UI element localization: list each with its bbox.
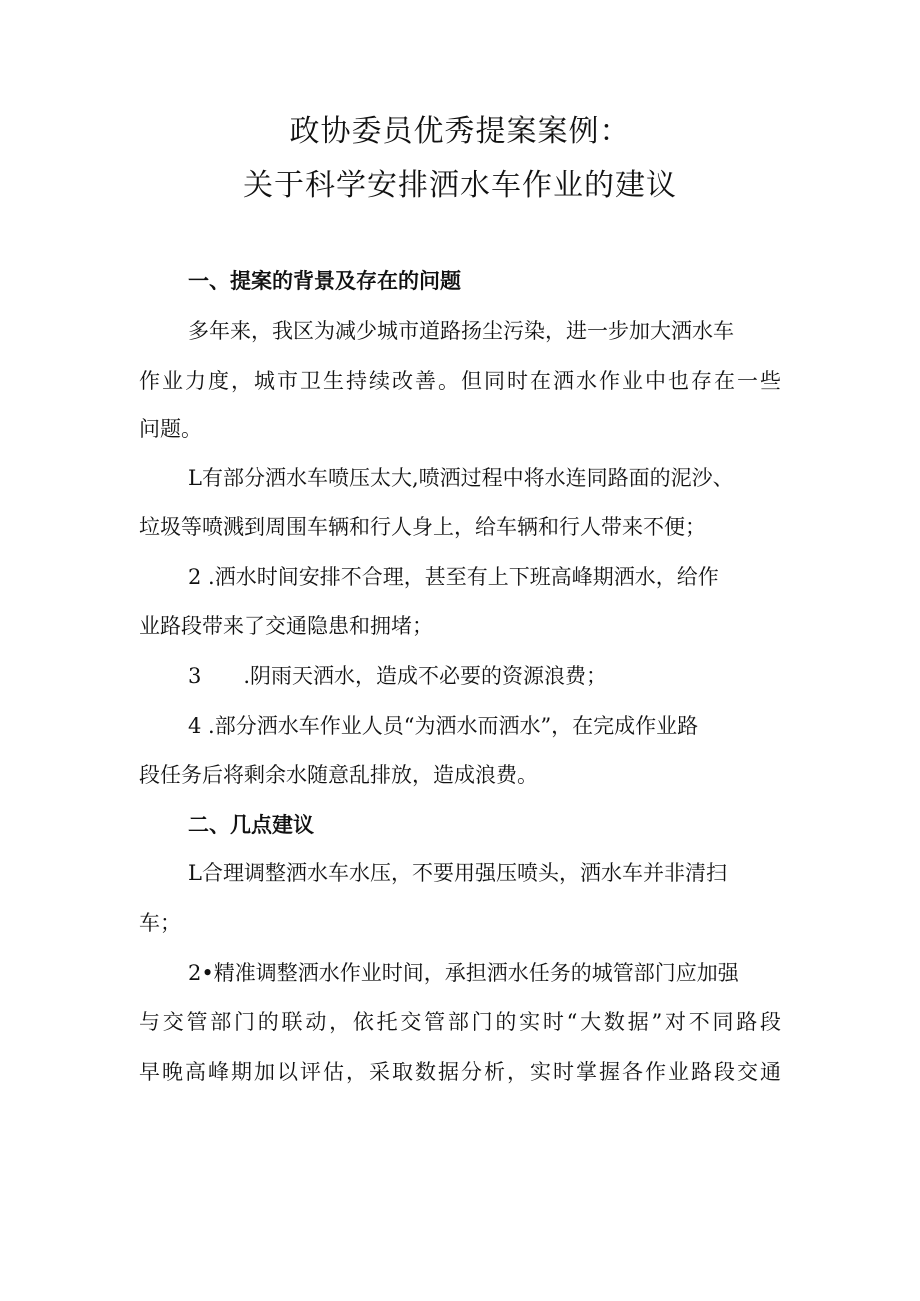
document-title-line-2: 关于科学安排洒水车作业的建议 — [243, 168, 677, 203]
document-title-line-1: 政协委员优秀提案案例： — [289, 114, 631, 149]
suggestion-item-2-line-2: 与交管部门的联动，依托交管部门的实时“大数据”对不同路段 — [139, 1010, 781, 1034]
suggestion-item-2-line-1: 2•精准调整洒水作业时间，承担洒水任务的城管部门应加强 — [188, 961, 739, 985]
paragraph-intro-line-1: 多年来，我区为减少城市道路扬尘污染，进一步加大洒水车 — [188, 319, 734, 343]
problem-item-4-line-2: 段任务后将剩余水随意乱排放，造成浪费。 — [139, 763, 538, 787]
problem-item-1-line-1: L有部分洒水车喷压太大,喷洒过程中将水连同路面的泥沙、 — [188, 466, 734, 490]
section-heading-suggestions: 二、几点建议 — [188, 813, 314, 837]
suggestion-item-1-line-2: 车； — [139, 911, 181, 935]
problem-item-2-line-1: 2 .洒水时间安排不合理，甚至有上下班高峰期洒水，给作 — [188, 565, 719, 589]
paragraph-intro-line-2: 作业力度，城市卫生持续改善。但同时在洒水作业中也存在一些 — [139, 369, 781, 393]
problem-item-2-line-2: 业路段带来了交通隐患和拥堵； — [139, 614, 433, 638]
problem-item-1-line-2: 垃圾等喷溅到周围车辆和行人身上，给车辆和行人带来不便； — [139, 515, 706, 539]
problem-item-3-line-1: 3 .阴雨天洒水，造成不必要的资源浪费； — [188, 664, 608, 688]
suggestion-item-2-line-3: 早晚高峰期加以评估，采取数据分析，实时掌握各作业路段交通 — [139, 1060, 781, 1084]
problem-item-4-line-1: 4 .部分洒水车作业人员“为洒水而洒水”，在完成作业路 — [188, 714, 699, 738]
suggestion-item-1-line-1: L合理调整洒水车水压，不要用强压喷头，洒水车并非清扫 — [188, 861, 727, 885]
section-heading-background: 一、提案的背景及存在的问题 — [188, 269, 461, 293]
paragraph-intro-line-3: 问题。 — [139, 417, 202, 441]
